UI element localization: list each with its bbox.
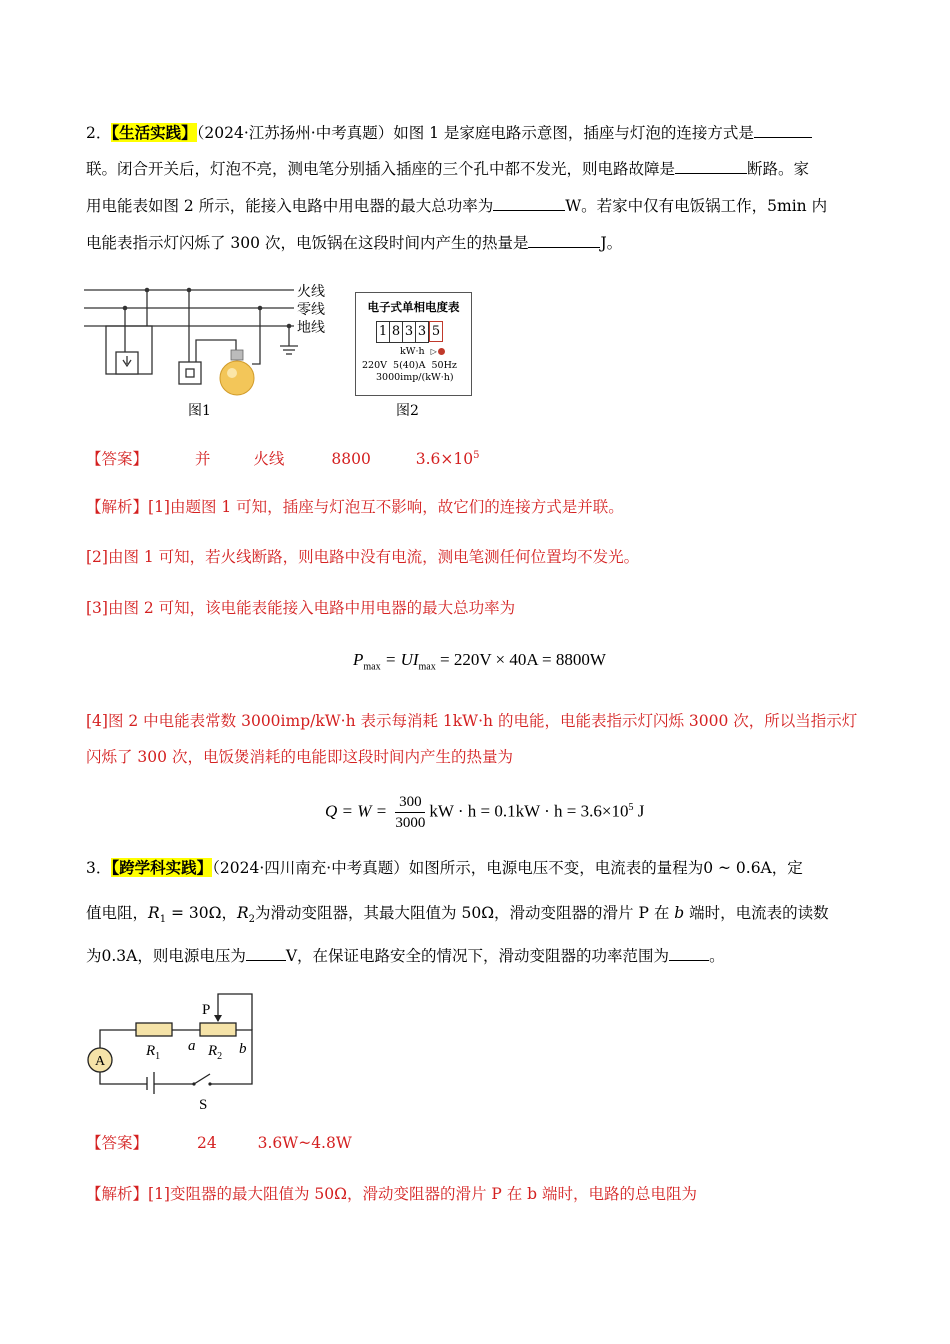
q3-line-3 xyxy=(86,944,868,968)
label-r1: $R_1$ xyxy=(146,1043,161,1062)
q2-line-3 xyxy=(86,194,868,218)
play-arrow-icon: ▷ xyxy=(430,347,437,356)
q3-text-2d: 端时，电流表的读数 xyxy=(684,904,829,922)
figure-1-caption: 图1 xyxy=(188,403,211,419)
meter-digit: 1 xyxy=(376,321,390,343)
q3-number: 3． xyxy=(86,859,112,877)
analysis-label: 【解析】 xyxy=(86,498,149,516)
q2-source: （2024·江苏扬州·中考真题） xyxy=(196,124,394,142)
q2-text-2a: 联。闭合开关后，灯泡不亮，测电笔分别插入插座的三个孔中都不发光，则电路故障是 xyxy=(86,160,676,178)
meter-digit: 3 xyxy=(403,321,416,343)
q3-analysis-1 xyxy=(86,1182,868,1206)
meter-spec-2: 3000imp/(kW·h) xyxy=(376,372,454,383)
meter-digit: 3 xyxy=(416,321,429,343)
symbol-r2: R xyxy=(237,904,249,922)
q2-blank-4[interactable] xyxy=(528,231,600,248)
formula-exponent: 5 xyxy=(628,801,634,813)
q2-blank-1[interactable] xyxy=(754,121,812,138)
label-b: b xyxy=(239,1041,247,1057)
meter-title: 电子式单相电度表 xyxy=(367,300,460,314)
q2-analysis-1 xyxy=(86,495,868,519)
q3-text-3c: 。 xyxy=(709,947,725,965)
meter-digit-decimal: 5 xyxy=(429,321,443,342)
figure-q3-circuit xyxy=(84,988,274,1113)
q3-line-1 xyxy=(86,856,868,880)
analysis-label: 【解析】 xyxy=(86,1185,149,1203)
answer-label: 【答案】 xyxy=(86,1134,149,1152)
formula-symbol: P xyxy=(353,650,364,669)
meter-unit-row xyxy=(400,346,471,357)
formula-subscript: max xyxy=(418,661,436,673)
formula-rhs: kW · h = 0.1kW · h = 3.6×10 xyxy=(429,801,629,821)
formula-unit: J xyxy=(633,801,645,821)
meter-spec-1: 220V 5(40)A 50Hz xyxy=(362,360,457,371)
q2-tag: 【生活实践】 xyxy=(111,123,197,142)
ammeter-label: A xyxy=(94,1054,106,1069)
q3-text-3a: 为0.3A，则电源电压为 xyxy=(86,947,246,965)
formula-max-power xyxy=(353,650,606,672)
fraction-denominator: 3000 xyxy=(395,815,426,831)
label-a: a xyxy=(188,1038,196,1054)
q2-text-4b: J。 xyxy=(600,234,623,252)
q2-answer xyxy=(86,444,868,471)
q3-blank-1[interactable] xyxy=(246,944,286,961)
label-neutral-wire: 零线 xyxy=(297,302,325,318)
slider-arrow-icon xyxy=(214,1015,222,1022)
answer-value: 火线 xyxy=(253,450,285,469)
q2-line-2 xyxy=(86,157,868,181)
r1-value: = 30Ω xyxy=(166,904,222,922)
meter-digit: 8 xyxy=(390,321,403,343)
q2-blank-3[interactable] xyxy=(493,194,565,211)
formula-subscript: max xyxy=(363,661,381,673)
q2-analysis-2: [2]由图 1 可知，若火线断路，则电路中没有电流，测电笔测任何位置均不发光。 xyxy=(86,548,640,566)
formula-symbol: = UI xyxy=(380,650,419,669)
analysis-text: [1]变阻器的最大阻值为 50Ω，滑动变阻器的滑片 P 在 b 端时，电路的总电阻为 xyxy=(148,1185,698,1203)
q2-text-2b: 断路。家 xyxy=(747,160,810,178)
symbol-subscript: 2 xyxy=(248,914,256,926)
q2-analysis-4b: 闪烁了 300 次，电饭煲消耗的电能即这段时间内产生的热量为 xyxy=(86,748,513,766)
light-bulb-icon xyxy=(220,350,254,395)
slider-label-p: P xyxy=(202,1002,211,1018)
symbol-b: b xyxy=(674,904,685,922)
figure-2-electric-meter xyxy=(355,292,472,396)
q2-text-3b: W。若家中仅有电饭锅工作，5min 内 xyxy=(565,197,828,215)
q3-answer xyxy=(86,1131,868,1155)
fraction xyxy=(395,792,425,833)
q2-text-3a: 用电能表如图 2 所示，能接入电路中用电器的最大总功率为 xyxy=(86,197,494,215)
analysis-text: [1]由题图 1 可知，插座与灯泡互不影响，故它们的连接方式是并联。 xyxy=(148,498,624,516)
meter-digits xyxy=(376,321,471,343)
answer-value: 24 xyxy=(196,1134,217,1152)
q3-source: （2024·四川南充·中考真题） xyxy=(212,859,409,877)
formula-heat xyxy=(325,792,644,833)
label-ground-wire: 地线 xyxy=(297,320,325,336)
q3-text-2a: 值电阻， xyxy=(86,904,149,922)
q2-blank-2[interactable] xyxy=(675,157,747,174)
resistor-r2 xyxy=(200,1023,236,1036)
label-r2: $R_2$ xyxy=(208,1043,223,1062)
formula-rhs: = 220V × 40A = 8800W xyxy=(435,650,606,669)
q3-text-1: 如图所示，电源电压不变，电流表的量程为0 ~ 0.6A，定 xyxy=(408,859,803,877)
q2-text-1: 如图 1 是家庭电路示意图，插座与灯泡的连接方式是 xyxy=(393,124,754,142)
q2-line-1 xyxy=(86,121,868,145)
answer-value: 3.6W~4.8W xyxy=(257,1134,352,1152)
symbol-r1: R xyxy=(148,904,160,922)
answer-value: 8800 xyxy=(331,450,371,469)
resistor-r1 xyxy=(136,1023,172,1036)
q2-text-4a: 电能表指示灯闪烁了 300 次，电饭锅在这段时间内产生的热量是 xyxy=(86,234,529,252)
indicator-light-icon xyxy=(438,348,445,355)
q2-analysis-3: [3]由图 2 可知，该电能表能接入电路中用电器的最大总功率为 xyxy=(86,599,516,617)
q3-blank-2[interactable] xyxy=(669,944,709,961)
meter-unit: kW·h xyxy=(400,346,425,357)
answer-value: 并 xyxy=(194,450,211,469)
q3-tag: 【跨学科实践】 xyxy=(111,858,213,877)
answer-exponent: 5 xyxy=(473,450,480,461)
q2-analysis-4a: [4]图 2 中电能表常数 3000imp/kW·h 表示每消耗 1kW·h 的电能，电能表指示灯闪烁 3000 次，所以当指示灯 xyxy=(86,712,858,730)
formula-symbol: Q = W = xyxy=(325,801,392,821)
label-live-wire: 火线 xyxy=(297,284,325,300)
q2-number: 2． xyxy=(86,124,112,142)
q3-text-2c: 为滑动变阻器，其最大阻值为 50Ω，滑动变阻器的滑片 P 在 xyxy=(255,904,675,922)
q3-text-2b: ， xyxy=(221,904,237,922)
answer-label: 【答案】 xyxy=(86,450,149,469)
q2-line-4 xyxy=(86,231,868,255)
fraction-numerator: 300 xyxy=(395,792,425,813)
q3-line-2 xyxy=(86,901,868,932)
figure-2-caption: 图2 xyxy=(396,403,419,419)
figure-1-line-labels xyxy=(297,283,325,337)
switch-label-s: S xyxy=(199,1097,208,1113)
symbol-subscript: 1 xyxy=(159,914,167,926)
q3-text-3b: V，在保证电路安全的情况下，滑动变阻器的功率范围为 xyxy=(285,947,670,965)
answer-value: 3.6×10 xyxy=(415,450,474,469)
